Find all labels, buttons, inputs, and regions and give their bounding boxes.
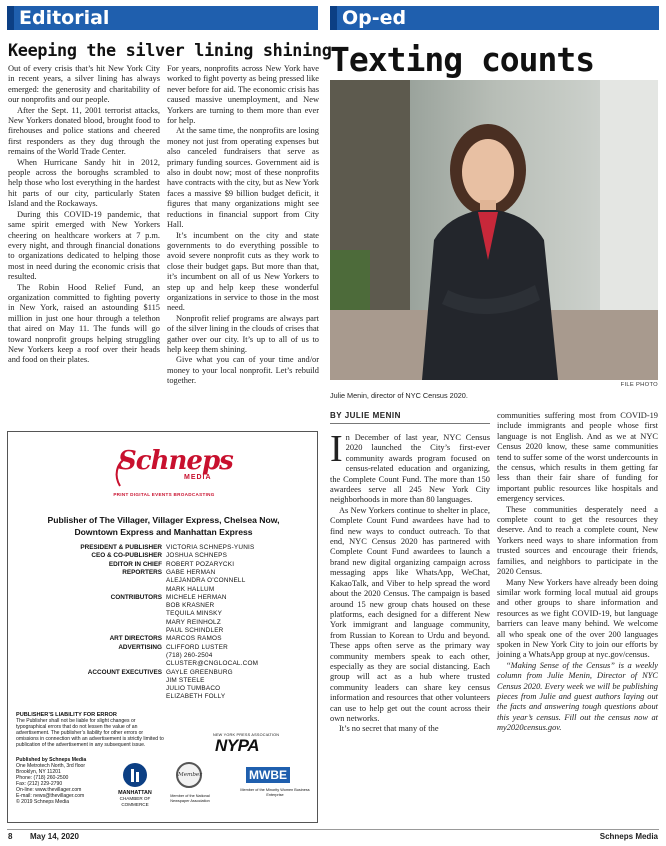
staff-name: ELIZABETH FOLLY: [166, 693, 226, 701]
mwbe-logo: [246, 767, 290, 783]
liability-title: PUBLISHER’S LIABILITY FOR ERROR: [16, 712, 117, 718]
mwbe-text: MWBE: [249, 768, 287, 782]
paragraph: It’s incumbent on the city and state governments to do everything possible to avoid severe nonprofit cuts as they work to close their budget gaps. But more than that, it’s incumbent on all of us New Yorkers to step up and help keep these wonderful organizations in service to those in the most need.: [167, 230, 319, 313]
masthead-box: [7, 431, 318, 823]
staff-name: JOSHUA SCHNEPS: [166, 552, 228, 560]
oped-headline: Texting counts: [330, 40, 595, 79]
address-line: Fax: (212) 229-2790: [16, 781, 63, 787]
julie-menin-photo: [330, 80, 658, 380]
staff-role: CEO & CO-PUBLISHER: [91, 552, 162, 560]
chamber-sub: CHAMBER OF COMMERCE: [119, 796, 151, 807]
staff-name: BOB KRASNER: [166, 602, 215, 610]
photo-caption: Julie Menin, director of NYC Census 2020.: [330, 391, 468, 400]
staff-name: CLUSTER@CNGLOCAL.COM: [166, 660, 259, 668]
address-line: Phone: (718) 260-2500: [16, 775, 69, 781]
staff-role: CONTRIBUTORS: [110, 593, 162, 601]
editorial-section-label: Editorial: [19, 7, 110, 29]
staff-name: (718) 260-2504: [166, 651, 213, 659]
staff-name: TEQUILA MINSKY: [166, 610, 223, 618]
editorial-headline: Keeping the silver lining shining: [8, 40, 332, 60]
chamber-name: MANHATTAN: [118, 790, 152, 796]
nypa-logo: NYPA: [215, 736, 259, 755]
portrait-illustration: [330, 80, 658, 380]
editorial-column-2: [167, 64, 319, 387]
staff-name: VICTORIA SCHNEPS-YUNIS: [166, 544, 255, 551]
paragraph: Out of every crisis that’s hit New York City in recent years, a silver lining has always emerged: the generosity and charitability of our nonprofits and our people.: [8, 64, 160, 105]
staff-role: ACCOUNT EXECUTIVES: [87, 668, 162, 676]
staff-name: ROBERT POZARYCKI: [166, 560, 235, 568]
staff-role: EDITOR IN CHIEF: [108, 560, 162, 568]
manhattan-chamber-icon: [122, 762, 148, 788]
staff-name: GAYLE GREENBURG: [166, 668, 233, 676]
column-note: “Making Sense of the Census” is a weekly column from Julie Menin, Director of NYC Census 2020. Every week we will be publishing pieces from Julie and guest authors laying out the facts and answering tough questions about this year’s census. Fill out the census now at my2020census.gov.: [497, 660, 658, 733]
staff-name: ALEJANDRA O’CONNELL: [166, 577, 246, 585]
mwbe-caption: Member of the Minority Women Business Enterprise: [240, 788, 310, 797]
byline: BY JULIE MENIN: [330, 411, 401, 420]
publisher-line-2: Downtown Express and Manhattan Express: [74, 527, 253, 537]
paragraph: The Robin Hood Relief Fund, an organization committed to fighting poverty in New York, raised an astounding $115 million in just one hour through a telethon that aired on May 11. The funds will go toward nonprofit groups helping struggling New Yorkers keep a roof over their heads and food on their plates.: [8, 282, 160, 365]
address-line: E-mail: news@thevillager.com: [16, 793, 85, 799]
staff-name: PAUL SCHINDLER: [166, 627, 224, 634]
address-line: Brooklyn, NY 11201: [16, 769, 61, 775]
section-bar-square: [330, 6, 337, 30]
logo-tagline: PRINT DIGITAL EVENTS BROADCASTING: [113, 492, 215, 497]
address-line: One Metrotech North, 3rd floor: [16, 763, 86, 769]
paragraph: communities suffering most from COVID-19 include immigrants and people whose first language is not English. And as we at NYC Census 2020 know, these same communities tend to suffer some of the worst undercounts in the census, which results in them getting far less than their fair share of funding for important public resources like hospitals and emergency services.: [497, 411, 658, 504]
logo-wordmark: Schneps: [118, 446, 233, 476]
staff-role: REPORTERS: [122, 568, 162, 576]
liability-text: The Publisher shall not be liable for slight changes or typographical errors that do not lessen the value of an advertisement. The publisher’s liability for other errors or omissions in connection with an advertisement is strictly limited to publication of the advertisement in any subsequent issue.: [16, 718, 164, 748]
paragraph: At the same time, the nonprofits are losing money not just from operating expenses but also canceled fundraisers that serve as primary funding sources. Government aid is also in doubt now; most of these nonprofits have contracts with the city, but as New York faces a massive $9 billion budget deficit, it figures that many organizations might see reductions in financial support from City Hall.: [167, 126, 319, 230]
editorial-section-bar: [7, 6, 318, 30]
published-by: Published by Schneps Media: [16, 757, 87, 763]
drop-cap: I: [330, 428, 343, 470]
editorial-column-1: [8, 64, 160, 366]
staff-name: MARY REINHOLZ: [166, 618, 221, 626]
address-line: © 2019 Schneps Media: [16, 799, 70, 805]
logo-media: MEDIA: [184, 474, 212, 481]
paragraph: After the Sept. 11, 2001 terrorist attacks, New Yorkers donated blood, brought food to firehouses and police stations and cheered first responders as they dug through the remains of the World Trade Center.: [8, 105, 160, 157]
nna-member-badge: [176, 762, 202, 788]
oped-column-2: [497, 411, 658, 734]
paragraph: Many New Yorkers have already been doing similar work forming local mutual aid groups and other groups to share information and resources as we fight COVID-19, but language barriers can leave many behind. We welcome all who speak one of the over 200 languages spoken in New York City to join our efforts by joining a WhatsApp group at nyc.gov/census.: [497, 577, 658, 660]
oped-section-bar: [330, 6, 659, 30]
paragraph: As New Yorkers continue to shelter in place, Complete Count Fund awardees have had to find new ways to conduct outreach. To that end, NYC Census 2020 has partnered with Complete Count Fund awardees to launch a brand new digital organizing campaign across messaging apps like WhatsApp, WeChat, KakaoTalk, and Viber to help spread the word about the 2020 Census. The campaign is based around 15 new group chats housed on these platforms, each designed for a different New York immigrant and language community, from Russian to Korean to Urdu and beyond. These apps often serve as the primary way community members speak to each other, especially as they are social distancing. Each group will act as a hub where trusted community leaders can share key census information and resources that other volunteers can use to help get out the count across their own networks.: [330, 505, 490, 723]
oped-column-1: [330, 428, 490, 735]
nna-caption: Member of the National Newspaper Association: [170, 794, 210, 803]
publisher-line-1: Publisher of The Villager, Villager Express, Chelsea Now,: [47, 515, 280, 525]
lead-paragraph: [330, 428, 490, 506]
footer-publisher: Schneps Media: [599, 832, 658, 841]
address-line: On-line: www.thevillager.com: [16, 787, 82, 793]
photo-credit: FILE PHOTO: [620, 382, 658, 388]
lead-text: n December of last year, NYC Census 2020 launched the City’s first-ever community awards program focused on census-related education and organizing, the Complete Count Fund. The more than 150 awardees serve all 245 New York City neighborhoods in more than 80 languages.: [330, 433, 490, 505]
staff-role: ART DIRECTORS: [109, 635, 162, 643]
staff-name: JIM STEELE: [166, 676, 205, 684]
staff-name: MARK HALLUM: [166, 585, 215, 593]
staff-role: ADVERTISING: [118, 643, 162, 651]
staff-name: JULIO TUMBACO: [166, 685, 221, 693]
byline-rule: [330, 423, 490, 424]
paragraph: These communities desperately need a complete count to get the resources they deserve. And to reach a complete count, New Yorkers need ways to share information from trusted sources and encourage their friends, families, and neighbors to participate in the 2020 Census.: [497, 504, 658, 577]
staff-name: MICHELE HERMAN: [166, 593, 227, 601]
paragraph: Nonprofit relief programs are always part of the silver lining in the clouds of crises that gather over our city. It’s up to all of us to help keep them shining.: [167, 313, 319, 354]
paragraph: It’s no secret that many of the: [339, 724, 439, 734]
paragraph: For years, nonprofits across New York have worked to fight poverty as being pressed like never before for aid. The economic crisis has caused massive unemployment, and New Yorkers are turning to them more than ever for help.: [167, 64, 319, 126]
nypa-caption: NEW YORK PRESS ASSOCIATION: [213, 733, 280, 737]
footer-rule: [7, 829, 659, 830]
section-bar-square: [7, 6, 14, 30]
staff-name: CLIFFORD LUSTER: [166, 643, 228, 651]
staff-name: GABE HERMAN: [166, 568, 216, 576]
staff-role: PRESIDENT & PUBLISHER: [80, 544, 162, 551]
paragraph: Give what you can of your time and/or money to your local nonprofit. Let’s rebuild together.: [167, 355, 319, 386]
staff-name: MARCOS RAMOS: [166, 635, 222, 643]
paragraph: During this COVID-19 pandemic, that same spirit emerged with New Yorkers cheering on healthcare workers at 7 p.m. every night, and through financial donations to organizations dedicated to helping those most in need during the economic crisis that resulted.: [8, 209, 160, 282]
nna-member-text: Member: [178, 772, 202, 778]
issue-date: May 14, 2020: [30, 832, 79, 841]
oped-section-label: Op-ed: [342, 7, 407, 29]
paragraph: When Hurricane Sandy hit in 2012, people across the boroughs scrambled to help those who lost everything in the hardest hit parts of our city, particularly Staten Island and the Rockaways.: [8, 157, 160, 209]
page-number: 8: [8, 832, 13, 841]
